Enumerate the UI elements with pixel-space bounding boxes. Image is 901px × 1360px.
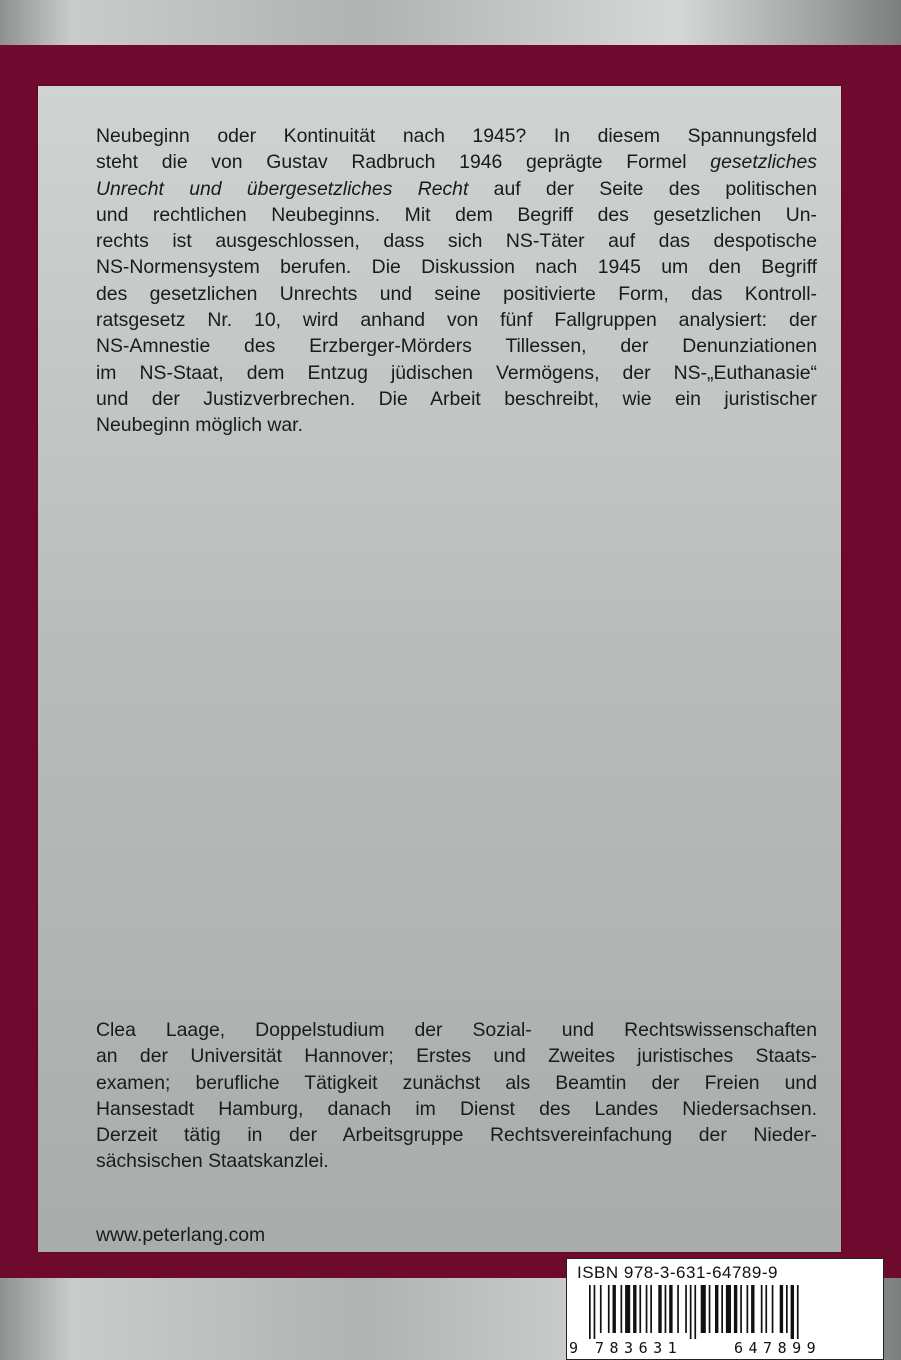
abstract-line: Unrecht und übergesetzliches Recht auf der Seite des politischen <box>96 177 817 200</box>
barcode-bar <box>621 1285 623 1333</box>
barcode-bar <box>625 1285 630 1333</box>
barcode-bar <box>780 1285 783 1333</box>
barcode-bar <box>650 1285 652 1333</box>
barcode-bar <box>740 1285 742 1333</box>
barcode-bar <box>797 1285 799 1339</box>
abstract-line: Neubeginn möglich war. <box>96 414 303 437</box>
isbn-label: ISBN 978-3-631-64789-9 <box>577 1263 778 1282</box>
barcode-bar <box>734 1285 737 1333</box>
barcode-bar <box>669 1285 672 1333</box>
barcode-bar <box>786 1285 788 1333</box>
barcode-bar <box>589 1285 591 1339</box>
bio-line: an der Universität Hannover; Erstes und Zweites juristisches Staats- <box>96 1045 817 1068</box>
abstract-line: des gesetzlichen Unrechts und seine positivierte Form, das Kontroll- <box>96 282 817 305</box>
author-bio <box>96 1017 817 1175</box>
abstract-line: NS-Amnestie des Erzberger-Mörders Tillessen, der Denunziationen <box>96 335 817 358</box>
barcode-digits-left: 783631 <box>595 1339 683 1357</box>
barcode-bar <box>600 1285 602 1333</box>
abstract-line: ratsgesetz Nr. 10, wird anhand von fünf Fallgruppen analysiert: der <box>96 309 817 332</box>
bio-line: Clea Laage, Doppelstudium der Sozial- und Rechtswissenschaften <box>96 1019 817 1041</box>
barcode-bars <box>581 1285 871 1339</box>
barcode-bar <box>694 1285 696 1339</box>
abstract-line: steht die von Gustav Radbruch 1946 geprägte Formel gesetzliches <box>96 151 817 174</box>
bio-line: examen; berufliche Tätigkeit zunächst als Beamtin der Freien und <box>96 1071 817 1094</box>
barcode-bar <box>665 1285 667 1333</box>
abstract-line: und der Justizverbrechen. Die Arbeit beschreibt, wie ein juristischer <box>96 387 817 410</box>
abstract-line: und rechtlichen Neubeginns. Mit dem Begriff des gesetzlichen Un- <box>96 203 817 226</box>
barcode-bar <box>726 1285 731 1333</box>
barcode-bar <box>639 1285 641 1333</box>
isbn-barcode <box>566 1258 884 1360</box>
barcode-bar <box>613 1285 616 1333</box>
bio-line: Hansestadt Hamburg, danach im Dienst des Landes Niedersachsen. <box>96 1097 817 1120</box>
barcode-bar <box>765 1285 767 1333</box>
abstract-line: rechts ist ausgeschlossen, dass sich NS-Täter auf das despotische <box>96 230 817 253</box>
barcode-digits-right: 647899 <box>734 1339 822 1357</box>
barcode-bar <box>646 1285 648 1333</box>
barcode-bar <box>747 1285 749 1333</box>
abstract-line: im NS-Staat, dem Entzug jüdischen Vermögens, der NS-„Euthanasie“ <box>96 361 817 384</box>
barcode-bar <box>594 1285 596 1339</box>
barcode-bar <box>772 1285 774 1333</box>
barcode-bar <box>721 1285 723 1333</box>
barcode-bar <box>715 1285 718 1333</box>
barcode-digit-lead: 9 <box>569 1339 579 1357</box>
publisher-website: www.peterlang.com <box>96 1224 266 1246</box>
barcode-bar <box>658 1285 661 1333</box>
barcode-bar <box>751 1285 754 1333</box>
abstract-text <box>96 123 817 439</box>
abstract-line: Neubeginn oder Kontinuität nach 1945? In diesem Spannungsfeld <box>96 125 817 147</box>
barcode-bar <box>633 1285 636 1333</box>
bio-line: Derzeit tätig in der Arbeitsgruppe Rechtsvereinfachung der Nieder- <box>96 1124 817 1147</box>
barcode-bar <box>685 1285 687 1333</box>
barcode-bar <box>690 1285 692 1339</box>
abstract-line: NS-Normensystem berufen. Die Diskussion nach 1945 um den Begriff <box>96 256 817 279</box>
barcode-bar <box>608 1285 610 1333</box>
barcode-bar <box>701 1285 706 1333</box>
bio-line: sächsischen Staatskanzlei. <box>96 1150 329 1173</box>
barcode-bar <box>761 1285 763 1333</box>
barcode-bar <box>791 1285 794 1339</box>
barcode-bar <box>709 1285 711 1333</box>
barcode-bar <box>677 1285 679 1333</box>
